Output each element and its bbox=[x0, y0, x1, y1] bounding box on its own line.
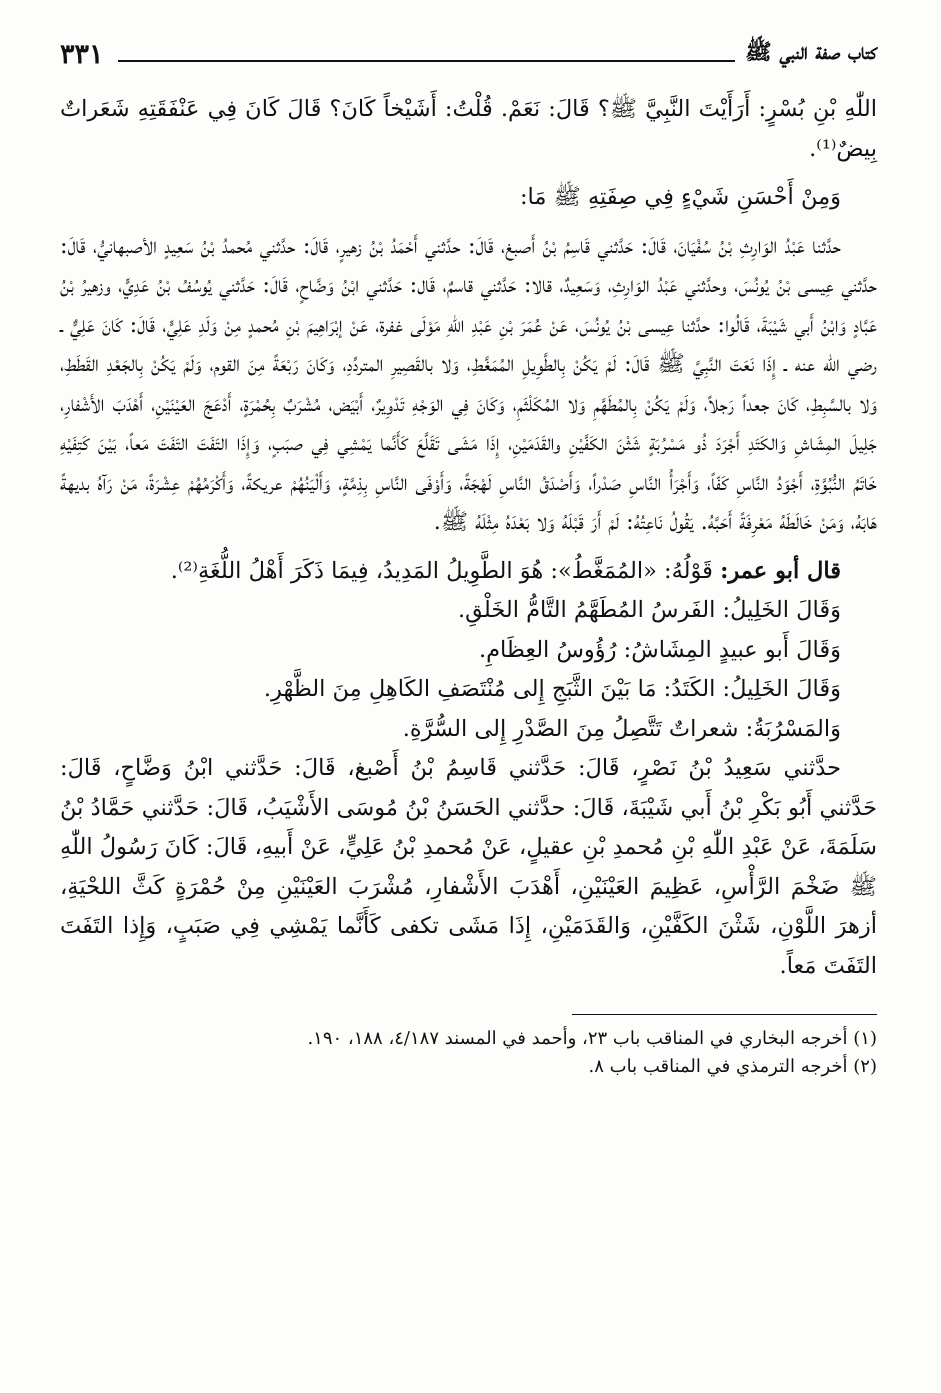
footnote-rule bbox=[572, 1014, 877, 1015]
paragraph: وَالمَسْرُبَةُ: شعراتٌ تَتَّصِلُ مِنَ الصَّدْرِ إِلى السُّرَّةِ. bbox=[402, 715, 841, 742]
paragraph: حدَّثنا عَبْدُ الوَارِثِ بْنُ سُفْيَانَ، قَالَ: حَدَّثني قَاسِمُ بْنُ أَصبغ، قَالَ: حدَّثني أَحْمَدُ بْنُ زهيرٍ، قَالَ: حدَّثني مُحمدُ بْنُ سَعِيدٍ الأصبهانيُّ، قَالَ: حدَّثني عِيسى بْنُ يُونُسَ، وحدَّثني عَبْدُ الوَارِثِ، وَسَعِيدٌ، قالا: حَدَّثني قاسمٌ، قَال: حَدَّثني ابْنُ وَضَّاحٍ، قَالَ: حَدَّثني يُوسُفُ بْنُ عَدِيٍّ، وزهيرُ بْنُ عَبَّادٍ وَابْنُ أَبي شَيْبَةَ، قَالُوا: حدَّثنا عِيسى بْنُ يُونُسَ، عَنْ عُمَرَ بْنِ عَبْدِ اللّٰهِ مَوْلَى غفرة، عَنْ إبْرَاهِيمَ بْنِ مُحمدٍ مِنْ وَلَدِ عَلِيٍّ، قَالَ: كَانَ عَلِيٌّ ـ رضي الله عنه ـ إِذَا نَعَتَ النَّبِيَّ ﷺ قَالَ: لَمْ يَكُنْ بِالطَّوِيلِ المُمَغَّطِ، وَلا بالقَصِيرِ المتردِّدِ، وَكَانَ رَبْعَةً مِنَ القوم، وَلَمْ يَكُنْ بِالجَعْدِ القَطَطِ، وَلا بالسَّبِطِ، كَانَ جعداً رَجلاً، وَلَمْ يَكُنْ بِالمُطَهَّمِ وَلا المُكَلْثَمِ، وَكَانَ فِي الوَجْهِ تَدْوِيرٌ، أَبْيَض، مُشْرَبٌ بِحُمْرَةٍ، أَدْعَجَ العَيْنَيْنِ، أَهْدَبَ الأَشْفارِ، جَلِيلَ المِشَاشِ وَالكَتَدِ أَجْرَدَ ذُو مَسْرُبَةٍ شَثْنَ الكَفَّيْنِ والقَدَمَيْنِ، إِذَا مَشَى تَقَلَّعَ كَأَنَّما يَمْشِي فِي صبَبٍ، وَإِذَا التَفَتَ التَفَتَ مَعاً، بَيْنَ كَتِفَيْهِ خَاتَمُ النُّبُوَّةِ، أَجْوَدُ النَّاسِ كَفّاً، وَأَجْرَأُ النَّاسِ صَدْراً، وَأَصْدَقُ النَّاسِ لَهْجَةً، وَأَوْفَى النَّاسِ بِذِمَّةٍ، وَأَلْيَنُهُمْ عريكةً، وَأَكْرَمُهُمْ عِشْرَةً، مَنْ رَآهُ بديهةً هَابَهُ، وَمَنْ خَالَطَهُ مَعْرِفَةً أَحَبَّهُ. يَقُولُ نَاعِتُهُ: لَمْ أَرَ قَبْلَهُ وَلا بَعْدَهُ مِثْلَهُ ﷺ. bbox=[60, 232, 877, 535]
paragraph: حدَّثني سَعِيدُ بْنُ نَصْرٍ، قَالَ: حَدَّثني قَاسِمُ بْنُ أَصْبغ، قَالَ: حَدَّثني ابْنُ وَضَّاحٍ، قَالَ: حَدَّثني أَبُو بَكْرِ بْنُ أَبي شَيْبَةَ، قَالَ: حدَّثني الحَسَنُ بْنُ مُوسَى الأَشْيَبُ، قَالَ: حَدَّثني حَمَّادُ بْنُ سَلَمَةَ، عَنْ عَبْدِ اللّٰهِ بْنِ مُحمدِ بْنِ عقيلٍ، عَنْ مُحمدِ بْنُ عَلِيٍّ، عَنْ أَبيهِ، قَالَ: كَانَ رَسُولُ اللّٰهِ ﷺ ضَخْمَ الرَّأْسِ، عَظِيمَ العَيْنَيْنِ، أَهْدَبَ الأَشْفارِ، مُشْرَبَ العَيْنَيْنِ مِنْ حُمْرَةٍ كَثَّ اللحْيَةِ، أزهرَ اللَّوْنِ، شَثْنَ الكَفَّيْنِ، وَالقَدَمَيْنِ، إِذَا مَشَى تكفى كَأَنَّما يَمْشِي فِي صَبَبٍ، وَإِذا التَفَتَ التَفَتَ مَعاً. bbox=[60, 755, 877, 979]
footnote: (١) أخرجه البخاري في المناقب باب ٢٣، وأحمد في المسند ٤/١٨٧، ١٨٨، ١٩٠. bbox=[307, 1028, 877, 1049]
paragraph: اللّٰهِ بْنِ بُسْرٍ: أَرَأَيْتَ النَّبِيَّ ﷺ؟ قَالَ: نَعَمْ. قُلْتُ: أَشَيْخاً كَانَ؟ قَالَ كَانَ فِي عَنْفَقَتِهِ شَعَراتٌ بِيضٌ⁽¹⁾. bbox=[60, 96, 877, 162]
paragraph: وَقَالَ الخَلِيلُ: الفَرسُ المُطَهَّمُ التَّامُّ الخَلْقِ. bbox=[457, 597, 841, 623]
header-rule bbox=[118, 60, 736, 62]
page-header bbox=[60, 30, 877, 70]
speaker-label: قال أبو عمر: bbox=[720, 557, 841, 584]
running-title: كتاب صفة النبي ﷺ bbox=[745, 39, 877, 65]
main-text bbox=[60, 90, 877, 986]
page-number: ٣٣١ bbox=[60, 39, 104, 70]
paragraph-text: قَوْلُهُ: «المُمَغَّطُ»: هُوَ الطَّوِيلُ المَدِيدُ، فِيمَا ذَكَرَ أَهْلُ اللُّغَةِ⁽²⁾. bbox=[170, 557, 713, 584]
footnote: (٢) أخرجه الترمذي في المناقب باب ٨. bbox=[588, 1056, 877, 1077]
paragraph: وَمِنْ أَحْسَنِ شَيْءٍ فِي صِفَتِهِ ﷺ مَا: bbox=[519, 184, 841, 210]
footnotes bbox=[60, 1025, 877, 1081]
paragraph: وَقَالَ الخَلِيلُ: الكَتَدُ: مَا بَيْنَ الثَّبَجِ إِلى مُنْتَصَفِ الكَاهِلِ مِنَ الظَّهْرِ. bbox=[263, 676, 841, 702]
paragraph: وَقَالَ أَبو عبيدٍ المِشَاشُ: رُؤُوسُ العِظَامِ. bbox=[478, 636, 841, 663]
commentary-paragraph bbox=[60, 552, 877, 592]
